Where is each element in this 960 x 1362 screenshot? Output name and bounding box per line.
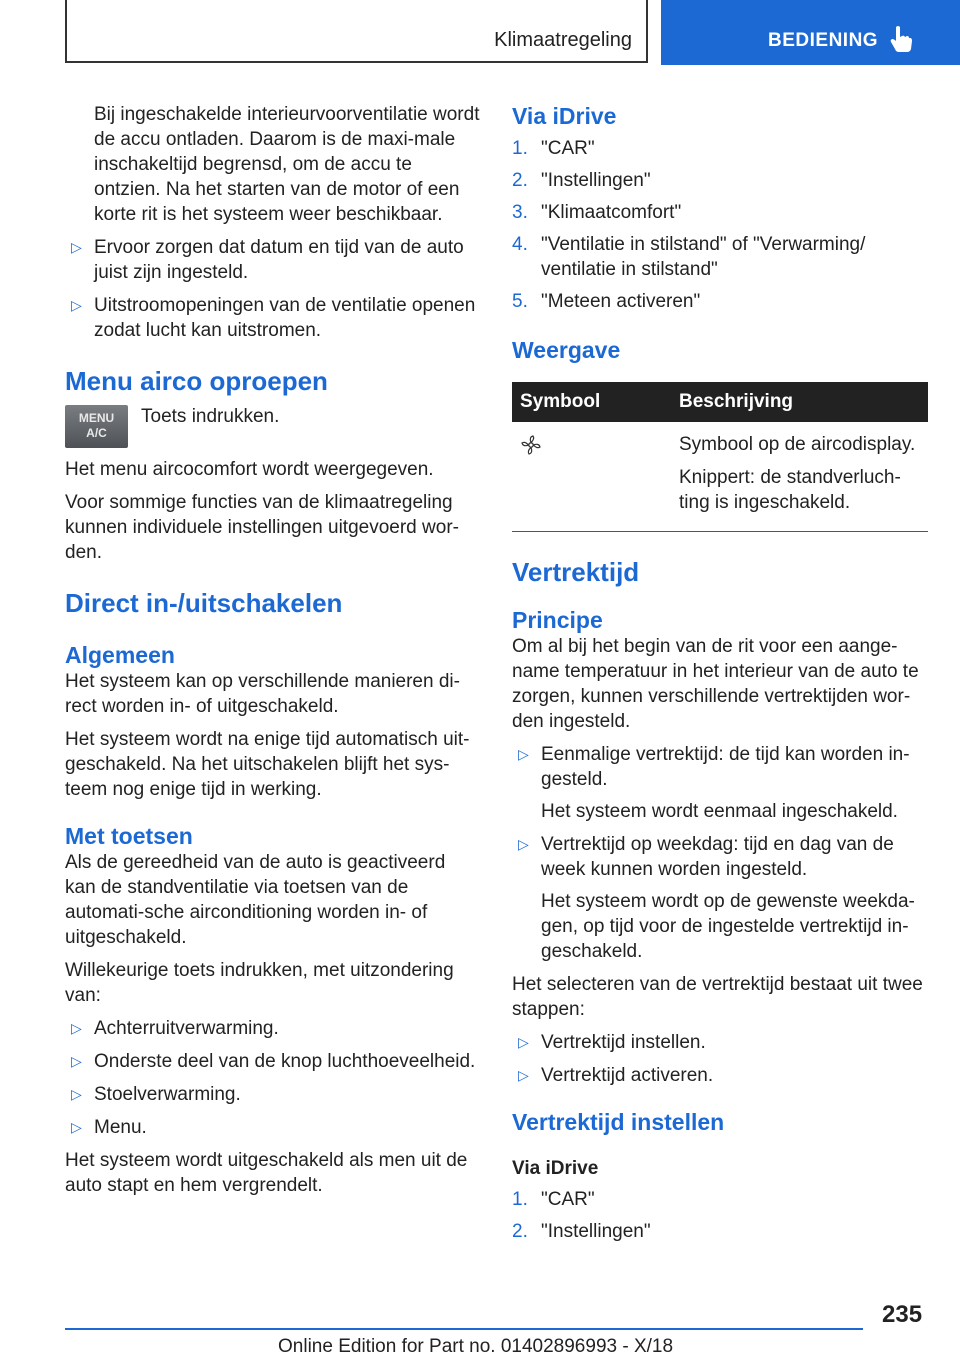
list-item [512, 1030, 928, 1055]
step-number: 5. [512, 291, 528, 312]
step-text: "Instellingen" [541, 1221, 651, 1242]
triangle-bullet-icon: ▷ [518, 1034, 529, 1050]
heading-via-idrive: Via iDrive [512, 103, 617, 129]
step-number: 1. [512, 138, 528, 159]
menu-button-line2: A/C [86, 426, 107, 440]
numbered-step [512, 200, 928, 225]
table-header-row [512, 382, 928, 422]
list-item-text: Vertrektijd op weekdag: tijd en dag van de week kunnen worden ingesteld. [541, 834, 894, 880]
heading-vertrektijd-instellen: Vertrektijd instellen [512, 1109, 725, 1135]
right-column [512, 102, 928, 1251]
step-number: 2. [512, 1221, 528, 1242]
header-chapter-tab [661, 0, 960, 65]
numbered-step [512, 168, 928, 193]
list-item [512, 1063, 928, 1088]
menu-ac-button-icon [65, 405, 128, 448]
selectie-paragraph: Het selecteren van de vertrektijd bestaat uit twee stappen: [512, 974, 923, 1020]
list-item [65, 293, 480, 343]
numbered-step [512, 289, 928, 314]
numbered-step [512, 136, 928, 161]
subheading-via-idrive: Via iDrive [512, 1158, 599, 1179]
list-item [65, 1115, 480, 1140]
step-number: 4. [512, 234, 528, 255]
list-item [512, 742, 928, 824]
column-header-description: Beschrijving [671, 382, 928, 422]
list-item-text: Onderste deel van de knop luchthoeveelheid. [94, 1051, 476, 1072]
heading-principe: Principe [512, 607, 603, 633]
list-item-text: Uitstroomopeningen van de ventilatie openen zodat lucht kan uitstromen. [94, 295, 476, 341]
step-number: 3. [512, 202, 528, 223]
header-section-title: Klimaatregeling [494, 29, 632, 51]
step-text: "CAR" [541, 138, 595, 159]
list-item-text: Achterruitverwarming. [94, 1018, 279, 1039]
triangle-bullet-icon: ▷ [518, 746, 529, 762]
column-header-symbol: Symbool [512, 382, 671, 422]
heading-vertrektijd: Vertrektijd [512, 557, 640, 587]
list-item-text: Ervoor zorgen dat datum en tijd van de auto juist zijn ingesteld. [94, 237, 464, 283]
numbered-step [512, 1219, 928, 1244]
footer-edition: Online Edition for Part no. 01402896993 - X/18 [278, 1336, 674, 1357]
triangle-bullet-icon: ▷ [71, 1053, 82, 1069]
header-section-tab [65, 0, 648, 63]
menu-paragraph-2: Voor sommige functies van de klimaatregeling kunnen individuele instellingen uitgevoerd wor-den. [65, 492, 459, 563]
page-number: 235 [882, 1301, 923, 1328]
triangle-bullet-icon: ▷ [518, 1067, 529, 1083]
list-item-text: Stoelverwarming. [94, 1084, 241, 1105]
symbol-table [512, 382, 928, 532]
toetsen-paragraph-1: Als de gereedheid van de auto is geactiveerd kan de standventilatie via toetsen van de automati-sche airconditioning worden in- of uitgeschakeld. [65, 852, 446, 948]
toetsen-paragraph-3: Het systeem wordt uitgeschakeld als men uit de auto stapt en hem vergrendelt. [65, 1150, 468, 1196]
list-item-text: Menu. [94, 1117, 147, 1138]
list-item [65, 235, 480, 285]
intro-paragraph: Bij ingeschakelde interieurvoorventilatie wordt de accu ontladen. Daarom is de maxi-male inschakeltijd begrensd, om de accu te ontzien. Na het starten van de motor of een korte rit is het systeem weer beschikbaar. [94, 104, 480, 225]
triangle-bullet-icon: ▷ [71, 1119, 82, 1135]
list-item [512, 832, 928, 964]
menu-press-text: Toets indrukken. [141, 406, 280, 427]
description-line-1: Symbool op de aircodisplay. [679, 434, 916, 455]
left-column [65, 102, 480, 1206]
pointing-hand-icon [890, 25, 912, 53]
list-item-text: Vertrektijd instellen. [541, 1032, 706, 1053]
description-line-2: Knippert: de standverluch-ting is ingeschakeld. [679, 467, 901, 513]
principe-paragraph: Om al bij het begin van de rit voor een aange-name temperatuur in het interieur van de auto te zorgen, kunnen verschillende vertrektijden wor-den ingesteld. [512, 636, 919, 732]
menu-button-line1: MENU [78, 411, 115, 425]
triangle-bullet-icon: ▷ [71, 239, 82, 255]
step-text: "Klimaatcomfort" [541, 202, 682, 223]
menu-button-row [65, 397, 480, 449]
step-text: "Instellingen" [541, 170, 651, 191]
list-item [65, 1049, 480, 1074]
heading-weergave: Weergave [512, 337, 621, 363]
numbered-step [512, 1187, 928, 1212]
step-text: "Meteen activeren" [541, 291, 701, 312]
list-item-text: Vertrektijd activeren. [541, 1065, 714, 1086]
header-chapter-title: BEDIENING [768, 30, 879, 51]
step-text: "Ventilatie in stilstand" of "Verwarming/ ventilatie in stilstand" [541, 234, 866, 280]
algemeen-paragraph-2: Het systeem wordt na enige tijd automatisch uit-geschakeld. Na het uitschakelen blijft het sys-teem nog enige tijd in werking. [65, 729, 470, 800]
algemeen-paragraph-1: Het systeem kan op verschillende manieren di-rect worden in- of uitgeschakeld. [65, 671, 460, 717]
step-text: "CAR" [541, 1189, 595, 1210]
footer-divider [65, 1328, 863, 1330]
heading-algemeen: Algemeen [65, 642, 175, 668]
fan-icon [520, 434, 542, 456]
menu-paragraph-1: Het menu aircocomfort wordt weergegeven. [65, 459, 434, 480]
heading-menu-airco: Menu airco oproepen [65, 366, 328, 396]
table-row [512, 422, 928, 532]
triangle-bullet-icon: ▷ [518, 836, 529, 852]
description-cell [671, 422, 928, 532]
step-number: 1. [512, 1189, 528, 1210]
list-item [65, 1016, 480, 1041]
heading-direct: Direct in-/uitschakelen [65, 588, 343, 618]
triangle-bullet-icon: ▷ [71, 297, 82, 313]
step-number: 2. [512, 170, 528, 191]
heading-met-toetsen: Met toetsen [65, 823, 193, 849]
toetsen-paragraph-2: Willekeurige toets indrukken, met uitzondering van: [65, 960, 454, 1006]
list-item [65, 1082, 480, 1107]
numbered-step [512, 232, 928, 282]
list-item-subtext: Het systeem wordt eenmaal ingeschakeld. [541, 801, 898, 822]
triangle-bullet-icon: ▷ [71, 1086, 82, 1102]
list-item-text: Eenmalige vertrektijd: de tijd kan worden in-gesteld. [541, 744, 910, 790]
triangle-bullet-icon: ▷ [71, 1020, 82, 1036]
symbol-cell [512, 422, 671, 532]
list-item-subtext: Het systeem wordt op de gewenste weekda-gen, op tijd voor de ingestelde vertrektijd in-geschakeld. [541, 891, 915, 962]
